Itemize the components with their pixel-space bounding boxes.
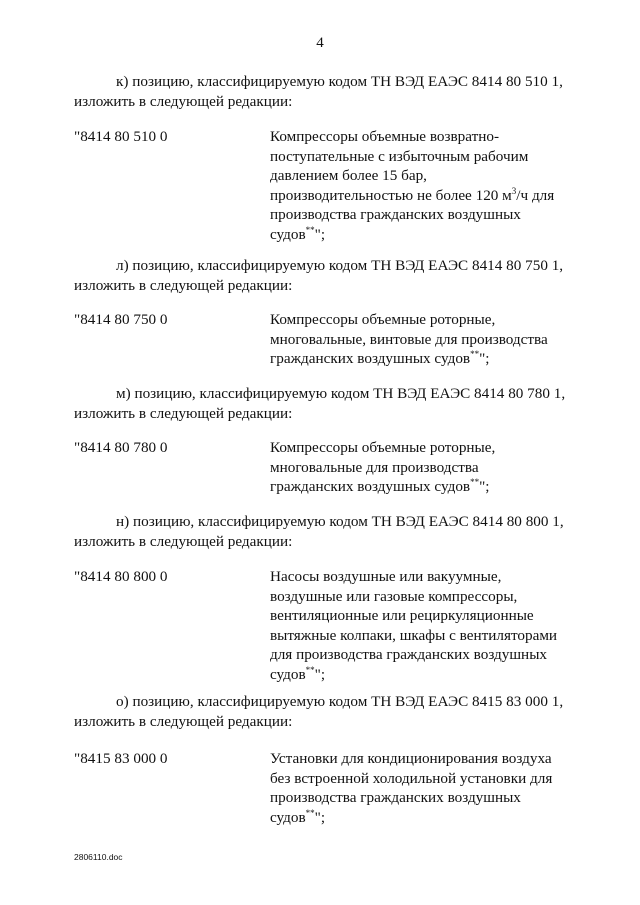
instruction-line: л) позицию, классифицируемую кодом ТН ВЭД ЕАЭС 8414 80 750 1, [116, 257, 564, 274]
description-line: поступательные с избыточным рабочим [270, 147, 529, 165]
instruction-m [74, 384, 574, 423]
position-description [270, 310, 570, 369]
description-line: многовальные, винтовые для производства [270, 330, 548, 348]
instruction-o [74, 692, 574, 731]
description-line: Компрессоры объемные возвратно- [270, 128, 500, 145]
position-description [270, 438, 570, 497]
description-line: производства гражданских воздушных [270, 789, 521, 806]
superscript: 3 [511, 185, 517, 196]
instruction-line: к) позицию, классифицируемую кодом ТН ВЭД ЕАЭС 8414 80 510 1, [116, 73, 563, 90]
description-line: вытяжные колпаки, шкафы с вентиляторами [270, 626, 558, 644]
instruction-line: м) позицию, классифицируемую кодом ТН ВЭД ЕАЭС 8414 80 780 1, [116, 385, 566, 402]
description-line: для производства гражданских воздушных [270, 646, 547, 663]
description-line: гражданских воздушных судов**"; [270, 349, 490, 367]
tariff-code: "8414 80 780 0 [74, 439, 168, 456]
description-line: давлением более 15 бар, [270, 167, 427, 184]
instruction-line: о) позицию, классифицируемую кодом ТН ВЭД ЕАЭС 8415 83 000 1, [116, 693, 564, 710]
instruction-n [74, 512, 574, 551]
position-description [270, 567, 570, 684]
description-line: производства гражданских воздушных [270, 206, 521, 223]
description-line: гражданских воздушных судов**"; [270, 477, 490, 495]
tariff-code: "8414 80 510 0 [74, 128, 168, 145]
description-line: без встроенной холодильной установки для [270, 769, 553, 787]
document-filename: 2806110.doc [74, 852, 123, 862]
instruction-line: изложить в следующей редакции: [74, 532, 293, 550]
description-line: воздушные или газовые компрессоры, [270, 587, 518, 605]
description-line: многовальные для производства [270, 458, 479, 476]
position-description [270, 749, 570, 827]
description-line: судов**"; [270, 664, 326, 683]
description-line: вентиляционные или рециркуляционные [270, 607, 534, 624]
instruction-line: изложить в следующей редакции: [74, 404, 293, 422]
instruction-k [74, 72, 574, 111]
footnote-mark: ** [305, 807, 315, 818]
tariff-code: "8414 80 800 0 [74, 568, 168, 585]
description-line: судов**"; [270, 224, 326, 243]
description-line: производительностью не более 120 $м^3/ч$ для [270, 185, 555, 204]
instruction-line: изложить в следующей редакции: [74, 712, 293, 730]
description-line: судов**"; [270, 807, 326, 826]
instruction-l [74, 256, 574, 295]
position-description [270, 127, 570, 244]
instruction-line: изложить в следующей редакции: [74, 276, 293, 294]
description-line: Компрессоры объемные роторные, [270, 439, 496, 456]
tariff-code: "8415 83 000 0 [74, 750, 168, 767]
footnote-mark: ** [470, 349, 480, 359]
footnote-mark: ** [305, 224, 315, 235]
instruction-line: изложить в следующей редакции: [74, 92, 293, 110]
footnote-mark: ** [305, 664, 315, 675]
tariff-code: "8414 80 750 0 [74, 311, 168, 328]
page-number: 4 [316, 35, 324, 51]
description-line: Насосы воздушные или вакуумные, [270, 568, 502, 585]
instruction-line: н) позицию, классифицируемую кодом ТН ВЭД ЕАЭС 8414 80 800 1, [116, 513, 564, 530]
description-line: Компрессоры объемные роторные, [270, 311, 496, 328]
footnote-mark: ** [470, 477, 480, 487]
description-line: Установки для кондиционирования воздуха [270, 750, 552, 767]
